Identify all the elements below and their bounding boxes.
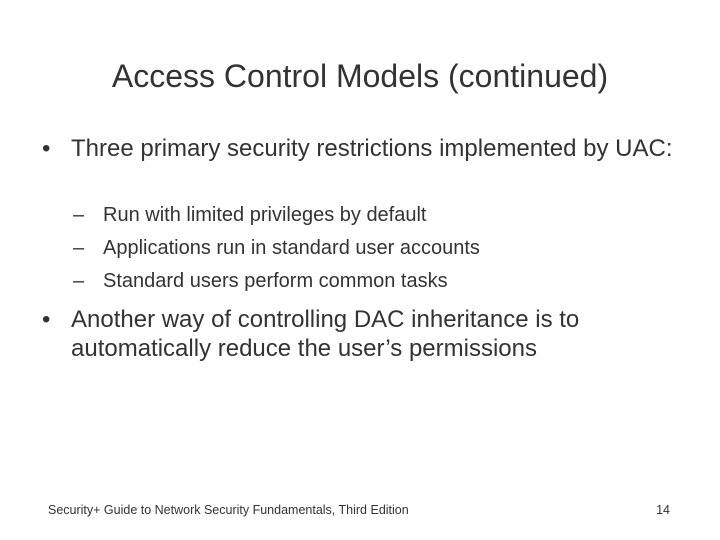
- slide-number: 14: [656, 503, 670, 517]
- slide-title: Access Control Models (continued): [111, 58, 609, 94]
- sub-bullet-marker: –: [73, 270, 85, 292]
- sub-bullet-text: Applications run in standard user accounts: [103, 237, 480, 259]
- sub-bullet-marker: –: [73, 204, 85, 226]
- sub-bullet-list: [73, 199, 673, 298]
- sub-bullet-text: Standard users perform common tasks: [103, 270, 448, 292]
- sub-bullet-item: [73, 265, 673, 298]
- footer-source: Security+ Guide to Network Security Fundamentals, Third Edition: [48, 503, 409, 517]
- sub-bullet-item: [73, 199, 673, 232]
- bullet-marker: •: [42, 135, 51, 162]
- bullet-item: [42, 305, 682, 363]
- bullet-item: [42, 134, 682, 163]
- sub-bullet-item: [73, 232, 673, 265]
- bullet-marker: •: [42, 306, 51, 333]
- bullet-text: Three primary security restrictions implemented by UAC:: [71, 135, 673, 162]
- sub-bullet-marker: –: [73, 237, 85, 259]
- sub-bullet-text: Run with limited privileges by default: [103, 204, 427, 226]
- bullet-text: Another way of controlling DAC inheritance is to automatically reduce the user’s permissions: [71, 306, 580, 362]
